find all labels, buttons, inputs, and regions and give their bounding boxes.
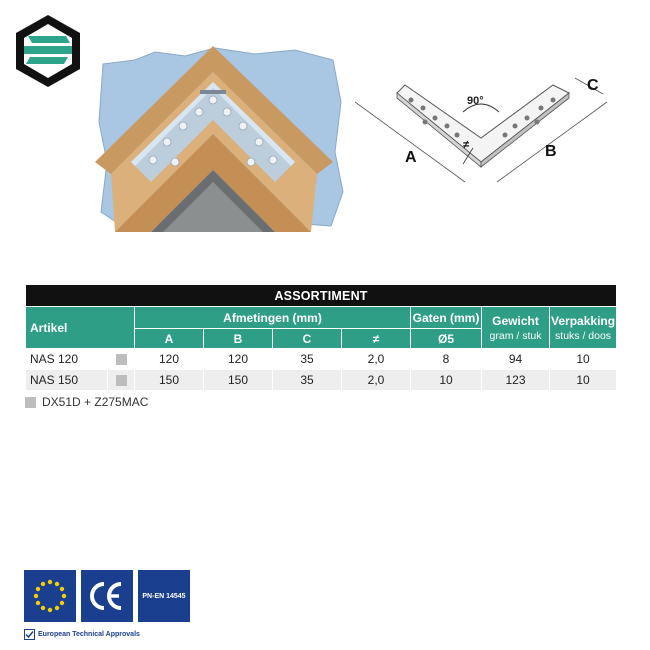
eu-flag-icon: [24, 570, 76, 622]
header-gewicht-label: Gewicht: [492, 313, 539, 328]
cell-finish: [108, 349, 135, 370]
dimension-label-b: B: [545, 143, 557, 160]
assortment-table-container: [25, 284, 616, 391]
eta-label: European Technical Approvals: [38, 631, 140, 638]
header-gaten: Gaten (mm): [411, 307, 482, 329]
header-col-thickness: ≠: [342, 329, 411, 349]
header-gewicht: [482, 307, 550, 349]
header-col-hole: Ø5: [411, 329, 482, 349]
cell-c: 35: [273, 349, 342, 370]
header-verpakking: [550, 307, 617, 349]
material-label: DX51D + Z275MAC: [42, 395, 149, 409]
cell-artikel: NAS 150: [26, 370, 108, 391]
header-col-a: A: [135, 329, 204, 349]
material-swatch-icon: [116, 375, 127, 386]
cell-a: 150: [135, 370, 204, 391]
ce-mark-icon: [81, 570, 133, 622]
cell-gewicht: 123: [482, 370, 550, 391]
header-afmetingen: Afmetingen (mm): [135, 307, 411, 329]
thickness-label: ≠: [463, 139, 470, 151]
table-row: [26, 370, 617, 391]
cell-gewicht: 94: [482, 349, 550, 370]
cell-b: 120: [204, 349, 273, 370]
dimension-label-c: C: [587, 77, 599, 94]
eta-label-row: [24, 629, 140, 640]
material-legend: [25, 395, 148, 409]
header-verpakking-label: Verpakking: [551, 313, 616, 328]
cell-artikel: NAS 120: [26, 349, 108, 370]
product-photo: [95, 42, 345, 232]
certifications: [24, 570, 194, 642]
table-row: [26, 349, 617, 370]
cell-gaten: 8: [411, 349, 482, 370]
header-gewicht-unit: gram / stuk: [489, 329, 542, 342]
cell-finish: [108, 370, 135, 391]
cell-verpakking: 10: [550, 349, 617, 370]
cell-b: 150: [204, 370, 273, 391]
header-col-b: B: [204, 329, 273, 349]
cell-a: 120: [135, 349, 204, 370]
cell-verpakking: 10: [550, 370, 617, 391]
pn-en-certificate-badge: [138, 570, 190, 622]
cell-c: 35: [273, 370, 342, 391]
assortment-table: [25, 284, 617, 391]
header-verpakking-unit: stuks / doos: [555, 329, 612, 342]
cell-thickness: 2,0: [342, 370, 411, 391]
technical-drawing: [355, 60, 615, 190]
material-swatch-icon: [116, 354, 127, 365]
brand-logo: [10, 12, 86, 88]
pn-en-label: PN-EN 14545: [142, 592, 186, 600]
cell-thickness: 2,0: [342, 349, 411, 370]
material-swatch-icon: [25, 397, 36, 408]
table-title: ASSORTIMENT: [26, 285, 617, 307]
header-artikel: Artikel: [26, 307, 135, 349]
checkbox-check-icon: [24, 629, 35, 640]
cell-gaten: 10: [411, 370, 482, 391]
angle-label: 90°: [467, 95, 484, 107]
header-col-c: C: [273, 329, 342, 349]
dimension-label-a: A: [405, 149, 417, 166]
